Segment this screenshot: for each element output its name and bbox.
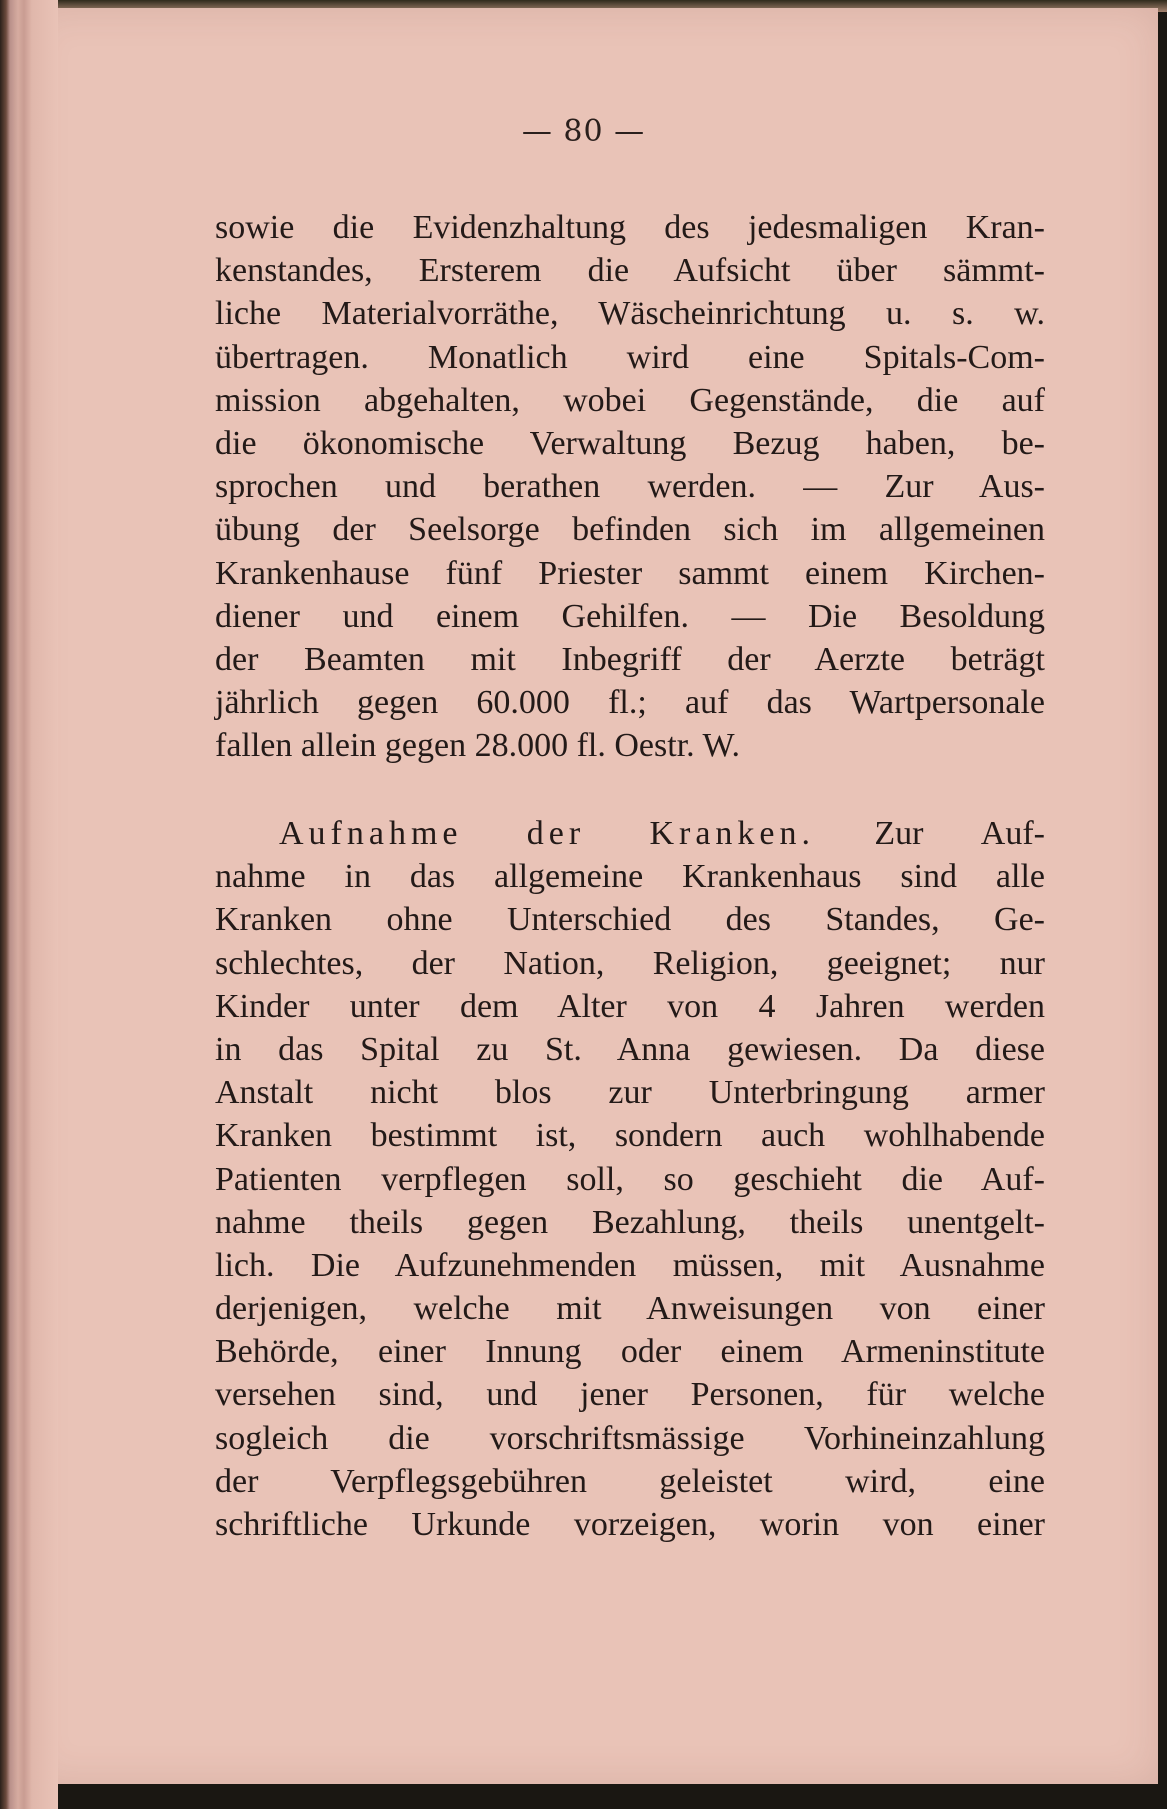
text-line: übung der Seelsorge befinden sich im allgemeinen xyxy=(215,511,1045,549)
text-line: kenstandes, Ersterem die Aufsicht über sämmt- xyxy=(215,252,1045,290)
text-line: übertragen. Monatlich wird eine Spitals-Com- xyxy=(215,338,1045,376)
text-line: jährlich gegen 60.000 fl.; auf das Wartpersonale xyxy=(215,684,1045,722)
text-line: sprochen und berathen werden. — Zur Aus- xyxy=(215,468,1045,506)
text-line: Kinder unter dem Alter von 4 Jahren werden xyxy=(215,987,1045,1025)
text-line: liche Materialvorräthe, Wäscheinrichtung u. s. w. xyxy=(215,295,1045,333)
text-line: versehen sind, und jener Personen, für welche xyxy=(215,1376,1045,1414)
text-line: Behörde, einer Innung oder einem Armeninstitute xyxy=(215,1333,1045,1371)
text-line: die ökonomische Verwaltung Bezug haben, be- xyxy=(215,424,1045,462)
text-line: schlechtes, der Nation, Religion, geeignet; nur xyxy=(215,944,1045,982)
text-line: Patienten verpflegen soll, so geschieht die Auf- xyxy=(215,1160,1045,1198)
text-line: diener und einem Gehilfen. — Die Besoldung xyxy=(215,597,1045,635)
text-line: Kranken ohne Unterschied des Standes, Ge- xyxy=(215,901,1045,939)
text-fragment: Zur Auf- xyxy=(874,815,1045,852)
text-line: nahme in das allgemeine Krankenhaus sind alle xyxy=(215,858,1045,896)
paragraph-1 xyxy=(215,206,1045,767)
text-line: lich. Die Aufzunehmenden müssen, mit Ausnahme xyxy=(215,1246,1045,1284)
text-line: der Beamten mit Inbegriff der Aerzte beträgt xyxy=(215,640,1045,678)
text-line: Kranken bestimmt ist, sondern auch wohlhabende xyxy=(215,1117,1045,1155)
text-line: sogleich die vorschriftsmässige Vorhineinzahlung xyxy=(215,1419,1045,1457)
book-binding-edge xyxy=(0,0,58,1809)
text-line: der Verpflegsgebühren geleistet wird, eine xyxy=(215,1462,1045,1500)
text-line: fallen allein gegen 28.000 fl. Oestr. W. xyxy=(215,727,740,765)
text-line: Krankenhause fünf Priester sammt einem Kirchen- xyxy=(215,554,1045,592)
text-line: schriftliche Urkunde vorzeigen, worin von einer xyxy=(215,1506,1045,1543)
text-line: mission abgehalten, wobei Gegenstände, die auf xyxy=(215,381,1045,419)
text-line: derjenigen, welche mit Anweisungen von einer xyxy=(215,1290,1045,1328)
text-line: Anstalt nicht blos zur Unterbringung armer xyxy=(215,1074,1045,1112)
page-number: — 80 — xyxy=(521,114,646,149)
heading-line xyxy=(215,812,1045,855)
text-line: in das Spital zu St. Anna gewiesen. Da diese xyxy=(215,1030,1045,1068)
text-line: sowie die Evidenzhaltung des jedesmaligen Kran- xyxy=(215,209,1045,246)
section-heading: Aufnahme der Kranken. xyxy=(279,815,816,852)
text-line: nahme theils gegen Bezahlung, theils unentgelt- xyxy=(215,1203,1045,1241)
paragraph-2 xyxy=(215,812,1045,1546)
